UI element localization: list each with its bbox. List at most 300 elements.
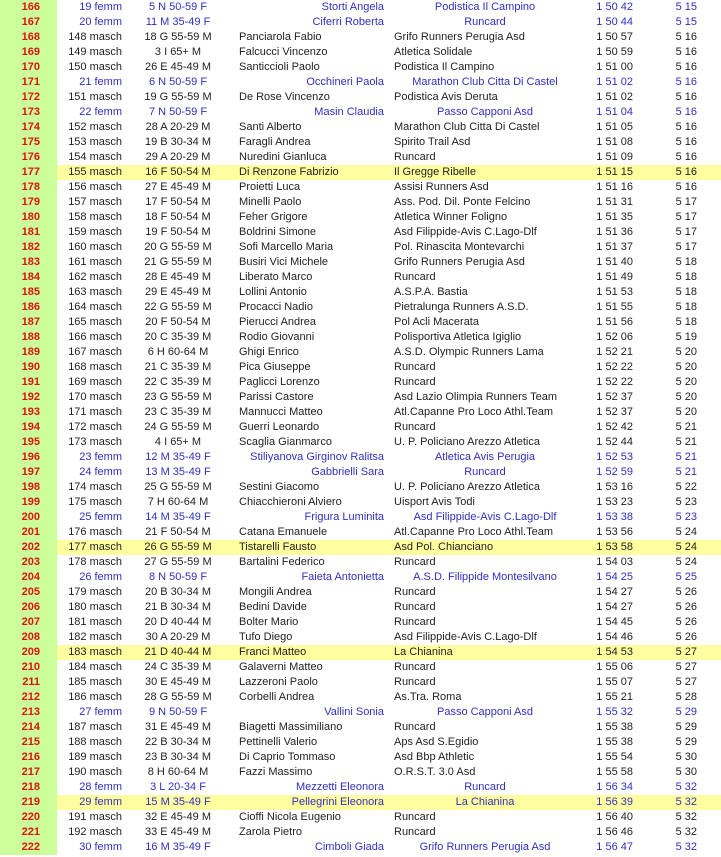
result-row [0, 465, 721, 480]
category-code: 31 E 45-49 M [144, 721, 212, 733]
overall-position: 166 [0, 0, 57, 15]
finish-time: 1 54 53 [580, 645, 641, 660]
category-code: 27 G 55-59 M [144, 556, 212, 568]
category-code: 11 M 35-49 F [145, 16, 211, 28]
result-row [0, 165, 721, 180]
finish-time: 1 53 38 [596, 511, 633, 523]
team-name: Spirito Trail Asd [394, 136, 471, 148]
team-name: Asd Filippide-Avis C.Lago-Dlf [394, 631, 537, 643]
overall-position: 221 [0, 825, 57, 840]
team-name: La Chianina [390, 795, 580, 810]
team-name: Runcard [394, 826, 436, 838]
athlete-name: Catana Emanuele [239, 526, 328, 538]
athlete-name: Procacci Nadio [239, 301, 313, 313]
pace: 5 15 [675, 1, 697, 13]
finish-time: 1 50 59 [596, 46, 633, 58]
category-code: 27 E 45-49 M [144, 181, 212, 193]
result-row [0, 15, 721, 30]
category-code: 18 F 50-54 M [145, 211, 211, 223]
pace: 5 16 [675, 46, 697, 58]
gender-position: 189 masch [68, 751, 122, 763]
category-code: 9 N 50-59 F [148, 706, 208, 718]
overall-position: 174 [0, 120, 57, 135]
result-row [0, 690, 721, 705]
result-row [0, 600, 721, 615]
pace: 5 21 [675, 451, 697, 463]
pace: 5 27 [675, 676, 697, 688]
gender-position: 169 masch [68, 376, 122, 388]
finish-time: 1 50 42 [596, 1, 633, 13]
result-row [0, 360, 721, 375]
category-code: 28 A 20-29 M [145, 121, 211, 133]
gender-position: 180 masch [68, 601, 122, 613]
athlete-name: Frigura Luminita [304, 511, 384, 523]
finish-time: 1 53 58 [580, 540, 641, 555]
category-code: 5 N 50-59 F [148, 1, 208, 13]
result-row [0, 765, 721, 780]
overall-position: 191 [0, 375, 57, 390]
gender-position: 151 masch [68, 91, 122, 103]
result-row [0, 675, 721, 690]
gender-position: 168 masch [68, 361, 122, 373]
finish-time: 1 52 21 [596, 346, 633, 358]
gender-position: 153 masch [68, 136, 122, 148]
pace: 5 18 [675, 286, 697, 298]
pace: 5 24 [675, 526, 697, 538]
gender-position: 187 masch [68, 721, 122, 733]
team-name: A.S.P.A. Bastia [394, 286, 468, 298]
finish-time: 1 52 44 [596, 436, 633, 448]
athlete-name: Minelli Paolo [239, 196, 302, 208]
team-name: Podistica Il Campino [394, 61, 495, 73]
overall-position: 215 [0, 735, 57, 750]
pace: 5 15 [675, 16, 697, 28]
pace: 5 23 [675, 496, 697, 508]
athlete-name: Lazzeroni Paolo [239, 676, 318, 688]
result-row [0, 45, 721, 60]
athlete-name: Bartalini Federico [239, 556, 325, 568]
finish-time: 1 52 37 [596, 406, 633, 418]
athlete-name: Scaglia Gianmarco [239, 436, 332, 448]
overall-position: 202 [0, 540, 57, 555]
category-code: 23 C 35-39 M [144, 406, 212, 418]
result-row [0, 180, 721, 195]
overall-position: 212 [0, 690, 57, 705]
pace: 5 18 [675, 256, 697, 268]
overall-position: 222 [0, 840, 57, 855]
athlete-name: Mannucci Matteo [239, 406, 323, 418]
gender-position: 162 masch [68, 271, 122, 283]
category-code: 13 M 35-49 F [145, 466, 211, 478]
result-row [0, 210, 721, 225]
result-row [0, 525, 721, 540]
pace: 5 17 [675, 211, 697, 223]
team-name: Atl.Capanne Pro Loco Athl.Team [394, 526, 553, 538]
gender-position: 174 masch [68, 481, 122, 493]
category-code: 22 G 55-59 M [144, 301, 212, 313]
result-row [0, 735, 721, 750]
overall-position: 187 [0, 315, 57, 330]
team-name: U. P. Policiano Arezzo Atletica [394, 481, 540, 493]
overall-position: 179 [0, 195, 57, 210]
category-code: 33 E 45-49 M [144, 826, 212, 838]
category-code: 28 G 55-59 M [144, 691, 212, 703]
pace: 5 29 [675, 706, 697, 718]
category-code: 3 I 65+ M [154, 46, 202, 58]
overall-position: 168 [0, 30, 57, 45]
result-row [0, 660, 721, 675]
category-code: 7 H 60-64 M [147, 496, 209, 508]
athlete-name: Gabbrielli Sara [311, 466, 384, 478]
team-name: O.R.S.T. 3.0 Asd [394, 766, 476, 778]
result-row [0, 705, 721, 720]
result-row [0, 555, 721, 570]
result-row [0, 840, 721, 855]
overall-position: 194 [0, 420, 57, 435]
overall-position: 176 [0, 150, 57, 165]
athlete-name: De Rose Vincenzo [239, 91, 330, 103]
team-name: Asd Pol. Chianciano [390, 540, 580, 555]
overall-position: 186 [0, 300, 57, 315]
team-name: Runcard [394, 601, 436, 613]
gender-position: 175 masch [68, 496, 122, 508]
finish-time: 1 54 25 [596, 571, 633, 583]
team-name: Atletica Solidale [394, 46, 473, 58]
team-name: Pol. Rinascita Montevarchi [394, 241, 525, 253]
category-code: 30 E 45-49 M [144, 676, 212, 688]
team-name: U. P. Policiano Arezzo Atletica [394, 436, 540, 448]
finish-time: 1 54 46 [596, 631, 633, 643]
overall-position: 190 [0, 360, 57, 375]
team-name: Passo Capponi Asd [436, 706, 533, 718]
result-row [0, 0, 721, 15]
athlete-name: Pettinelli Valerio [239, 736, 318, 748]
category-code: 26 E 45-49 M [144, 61, 212, 73]
finish-time: 1 51 37 [596, 241, 633, 253]
result-row [0, 720, 721, 735]
gender-position: 186 masch [68, 691, 122, 703]
team-name: Polisportiva Atletica Igiglio [394, 331, 522, 343]
athlete-name: Tufo Diego [239, 631, 293, 643]
category-code: 12 M 35-49 F [145, 451, 211, 463]
pace: 5 22 [675, 481, 697, 493]
overall-position: 199 [0, 495, 57, 510]
result-row [0, 510, 721, 525]
overall-position: 197 [0, 465, 57, 480]
result-row [0, 795, 721, 810]
result-row [0, 435, 721, 450]
gender-position: 171 masch [68, 406, 122, 418]
overall-position: 175 [0, 135, 57, 150]
result-row [0, 375, 721, 390]
pace: 5 32 [641, 795, 721, 810]
result-row [0, 540, 721, 555]
overall-position: 208 [0, 630, 57, 645]
finish-time: 1 55 21 [596, 691, 633, 703]
overall-position: 169 [0, 45, 57, 60]
gender-position: 170 masch [68, 391, 122, 403]
category-code: 19 G 55-59 M [144, 91, 212, 103]
athlete-name: Zarola Pietro [239, 826, 302, 838]
gender-position: 21 femm [79, 76, 122, 88]
finish-time: 1 56 34 [596, 781, 633, 793]
result-row [0, 105, 721, 120]
athlete-name: Corbelli Andrea [239, 691, 315, 703]
result-row [0, 420, 721, 435]
pace: 5 21 [675, 436, 697, 448]
finish-time: 1 51 31 [596, 196, 633, 208]
gender-position: 150 masch [68, 61, 122, 73]
pace: 5 16 [675, 106, 697, 118]
category-code: 29 E 45-49 M [144, 286, 212, 298]
result-row [0, 810, 721, 825]
category-code: 30 A 20-29 M [145, 631, 211, 643]
athlete-name: Di Caprio Tommaso [239, 751, 336, 763]
overall-position: 189 [0, 345, 57, 360]
result-row [0, 450, 721, 465]
category-code: 16 F 50-54 M [124, 165, 232, 180]
athlete-name: Falcucci Vincenzo [239, 46, 328, 58]
finish-time: 1 51 15 [580, 165, 641, 180]
finish-time: 1 54 27 [596, 601, 633, 613]
gender-position: 155 masch [57, 165, 124, 180]
gender-position: 161 masch [68, 256, 122, 268]
result-row [0, 330, 721, 345]
pace: 5 16 [675, 91, 697, 103]
pace: 5 20 [675, 406, 697, 418]
result-row [0, 255, 721, 270]
overall-position: 210 [0, 660, 57, 675]
athlete-name: Franci Matteo [232, 645, 390, 660]
overall-position: 195 [0, 435, 57, 450]
team-name: Asd Filippide-Avis C.Lago-Dlf [394, 226, 537, 238]
result-row [0, 225, 721, 240]
finish-time: 1 50 57 [596, 31, 633, 43]
finish-time: 1 51 02 [596, 91, 633, 103]
category-code: 16 M 35-49 F [145, 841, 211, 853]
gender-position: 157 masch [68, 196, 122, 208]
gender-position: 185 masch [68, 676, 122, 688]
team-name: Grifo Runners Perugia Asd [419, 841, 551, 853]
team-name: Asd Bbp Athletic [394, 751, 475, 763]
pace: 5 21 [675, 466, 697, 478]
result-row [0, 750, 721, 765]
pace: 5 26 [675, 631, 697, 643]
team-name: Runcard [394, 271, 436, 283]
gender-position: 25 femm [79, 511, 122, 523]
athlete-name: Parissi Castore [239, 391, 314, 403]
pace: 5 16 [641, 165, 721, 180]
finish-time: 1 56 47 [596, 841, 633, 853]
finish-time: 1 53 56 [596, 526, 633, 538]
finish-time: 1 51 36 [596, 226, 633, 238]
finish-time: 1 55 07 [596, 676, 633, 688]
team-name: Uisport Avis Todi [394, 496, 475, 508]
category-code: 26 G 55-59 M [124, 540, 232, 555]
overall-position: 219 [0, 795, 57, 810]
overall-position: 218 [0, 780, 57, 795]
athlete-name: Bolter Mario [239, 616, 299, 628]
finish-time: 1 52 37 [596, 391, 633, 403]
result-row [0, 90, 721, 105]
team-name: Runcard [394, 616, 436, 628]
result-row [0, 195, 721, 210]
category-code: 21 C 35-39 M [144, 361, 212, 373]
overall-position: 167 [0, 15, 57, 30]
pace: 5 20 [675, 376, 697, 388]
pace: 5 24 [675, 556, 697, 568]
overall-position: 184 [0, 270, 57, 285]
pace: 5 26 [675, 616, 697, 628]
gender-position: 27 femm [79, 706, 122, 718]
athlete-name: Feher Grigore [239, 211, 308, 223]
gender-position: 22 femm [79, 106, 122, 118]
team-name: A.S.D. Filippide Montesilvano [413, 571, 557, 583]
gender-position: 158 masch [68, 211, 122, 223]
gender-position: 156 masch [68, 181, 122, 193]
pace: 5 16 [675, 31, 697, 43]
pace: 5 18 [675, 271, 697, 283]
team-name: Podistica Avis Deruta [394, 91, 498, 103]
athlete-name: Paglicci Lorenzo [239, 376, 320, 388]
category-code: 21 B 30-34 M [144, 601, 212, 613]
pace: 5 30 [675, 766, 697, 778]
finish-time: 1 52 42 [596, 421, 633, 433]
gender-position: 165 masch [68, 316, 122, 328]
gender-position: 166 masch [68, 331, 122, 343]
overall-position: 182 [0, 240, 57, 255]
athlete-name: Chiacchieroni Alviero [239, 496, 342, 508]
gender-position: 20 femm [79, 16, 122, 28]
gender-position: 23 femm [79, 451, 122, 463]
team-name: Runcard [394, 661, 436, 673]
athlete-name: Boldrini Simone [239, 226, 317, 238]
finish-time: 1 54 03 [596, 556, 633, 568]
overall-position: 173 [0, 105, 57, 120]
category-code: 19 B 30-34 M [144, 136, 212, 148]
overall-position: 216 [0, 750, 57, 765]
pace: 5 23 [675, 511, 697, 523]
athlete-name: Ghigi Enrico [239, 346, 299, 358]
finish-time: 1 51 56 [596, 316, 633, 328]
overall-position: 185 [0, 285, 57, 300]
athlete-name: Pellegrini Eleonora [232, 795, 390, 810]
overall-position: 188 [0, 330, 57, 345]
overall-position: 172 [0, 90, 57, 105]
gender-position: 26 femm [79, 571, 122, 583]
finish-time: 1 51 49 [596, 271, 633, 283]
gender-position: 182 masch [68, 631, 122, 643]
result-row [0, 825, 721, 840]
gender-position: 152 masch [68, 121, 122, 133]
pace: 5 17 [675, 196, 697, 208]
overall-position: 192 [0, 390, 57, 405]
team-name: Asd Lazio Olimpia Runners Team [394, 391, 558, 403]
team-name: Passo Capponi Asd [436, 106, 533, 118]
finish-time: 1 55 58 [596, 766, 633, 778]
finish-time: 1 54 45 [596, 616, 633, 628]
category-code: 24 G 55-59 M [144, 421, 212, 433]
category-code: 19 F 50-54 M [145, 226, 211, 238]
category-code: 6 N 50-59 F [148, 76, 208, 88]
category-code: 22 B 30-34 M [144, 736, 212, 748]
pace: 5 32 [675, 841, 697, 853]
finish-time: 1 51 05 [596, 121, 633, 133]
result-row [0, 390, 721, 405]
overall-position: 200 [0, 510, 57, 525]
overall-position: 211 [0, 675, 57, 690]
team-name: Atletica Winner Foligno [394, 211, 508, 223]
finish-time: 1 51 55 [596, 301, 633, 313]
pace: 5 26 [675, 586, 697, 598]
team-name: Atletica Avis Perugia [434, 451, 536, 463]
team-name: Runcard [394, 556, 436, 568]
overall-position: 183 [0, 255, 57, 270]
result-row [0, 345, 721, 360]
athlete-name: Ciferri Roberta [312, 16, 384, 28]
gender-position: 24 femm [79, 466, 122, 478]
category-code: 15 M 35-49 F [124, 795, 232, 810]
athlete-name: Masin Claudia [314, 106, 384, 118]
category-code: 8 N 50-59 F [148, 571, 208, 583]
athlete-name: Occhineri Paola [306, 76, 384, 88]
overall-position: 205 [0, 585, 57, 600]
pace: 5 32 [675, 811, 697, 823]
result-row [0, 315, 721, 330]
team-name: Il Gregge Ribelle [390, 165, 580, 180]
finish-time: 1 52 22 [596, 361, 633, 373]
finish-time: 1 51 09 [596, 151, 633, 163]
athlete-name: Nuredini Gianluca [239, 151, 327, 163]
category-code: 21 G 55-59 M [144, 256, 212, 268]
team-name: Pietralunga Runners A.S.D. [394, 301, 529, 313]
gender-position: 176 masch [68, 526, 122, 538]
pace: 5 26 [675, 601, 697, 613]
finish-time: 1 50 44 [596, 16, 633, 28]
gender-position: 159 masch [68, 226, 122, 238]
athlete-name: Di Renzone Fabrizio [232, 165, 390, 180]
overall-position: 171 [0, 75, 57, 90]
pace: 5 17 [675, 241, 697, 253]
athlete-name: Tistarelli Fausto [232, 540, 390, 555]
athlete-name: Galaverni Matteo [239, 661, 323, 673]
athlete-name: Pica Giuseppe [239, 361, 311, 373]
result-row [0, 570, 721, 585]
category-code: 14 M 35-49 F [145, 511, 211, 523]
finish-time: 1 52 06 [596, 331, 633, 343]
overall-position: 177 [0, 165, 57, 180]
gender-position: 164 masch [68, 301, 122, 313]
result-row [0, 120, 721, 135]
category-code: 20 B 30-34 M [144, 586, 212, 598]
gender-position: 154 masch [68, 151, 122, 163]
gender-position: 178 masch [68, 556, 122, 568]
team-name: Runcard [394, 421, 436, 433]
athlete-name: Cimboli Giada [314, 841, 384, 853]
category-code: 4 I 65+ M [154, 436, 202, 448]
gender-position: 183 masch [57, 645, 124, 660]
finish-time: 1 54 27 [596, 586, 633, 598]
athlete-name: Sofi Marcello Maria [239, 241, 334, 253]
pace: 5 29 [675, 721, 697, 733]
athlete-name: Panciarola Fabio [239, 31, 322, 43]
team-name: Runcard [394, 586, 436, 598]
overall-position: 214 [0, 720, 57, 735]
result-row [0, 60, 721, 75]
pace: 5 24 [641, 540, 721, 555]
athlete-name: Proietti Luca [239, 181, 301, 193]
gender-position: 188 masch [68, 736, 122, 748]
